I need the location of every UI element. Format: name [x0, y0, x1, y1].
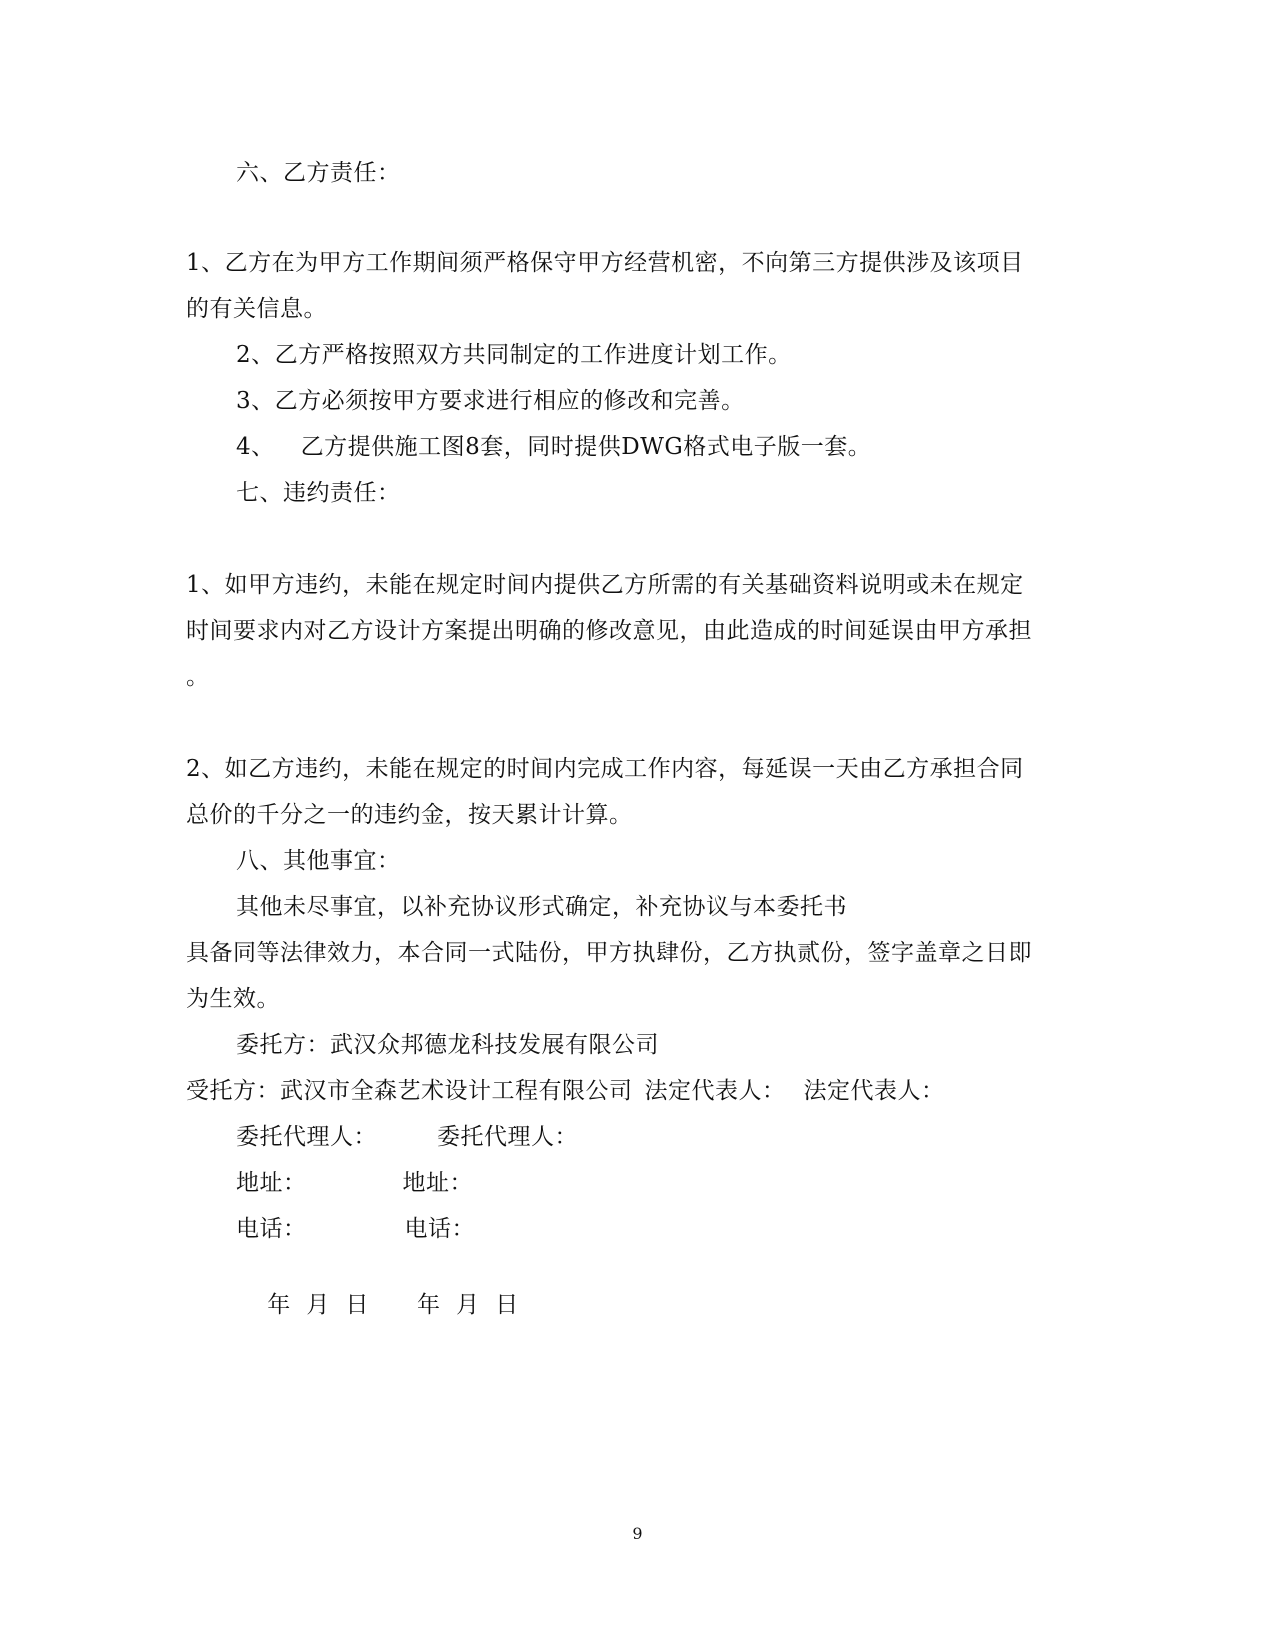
- address-row: [236, 1168, 473, 1198]
- date-row: [236, 1260, 519, 1350]
- phone-row: [236, 1214, 475, 1244]
- phone-b: 电话：: [404, 1216, 475, 1242]
- section-7-item-2-line-2: 总价的千分之一的违约金，按天累计计算。: [186, 802, 633, 828]
- agent-row: [236, 1122, 578, 1152]
- section-6-item-1-line-2: 的有关信息。: [186, 296, 327, 322]
- section-8-line-2: 具备同等法律效力，本合同一式陆份，甲方执肆份，乙方执贰份，签字盖章之日即: [186, 940, 1032, 966]
- section-8-line-1: 其他未尽事宜，以补充协议形式确定，补充协议与本委托书: [236, 894, 847, 920]
- legal-representative-b: 法定代表人：: [803, 1078, 945, 1104]
- page-number: 9: [632, 1524, 643, 1543]
- section-6-item-2: 2、乙方严格按照双方共同制定的工作进度计划工作。: [236, 342, 792, 368]
- contractor-party-row: [186, 1076, 945, 1106]
- legal-representative-a: 法定代表人：: [644, 1078, 786, 1104]
- address-a: 地址：: [236, 1170, 307, 1196]
- section-6-item-4-number: 4、: [236, 434, 275, 460]
- section-7-item-1-line-3: 。: [186, 664, 210, 690]
- section-7-item-1-line-1: 1、如甲方违约，未能在规定时间内提供乙方所需的有关基础资料说明或未在规定: [186, 572, 1024, 598]
- section-7-item-1-line-2: 时间要求内对乙方设计方案提出明确的修改意见，由此造成的时间延误由甲方承担: [186, 618, 1032, 644]
- section-6-heading: 六、乙方责任：: [236, 160, 401, 186]
- date-b: 年 月 日: [417, 1292, 519, 1318]
- section-6-item-4-text: 乙方提供施工图8套，同时提供DWG格式电子版一套。: [300, 434, 872, 460]
- agent-a: 委托代理人：: [236, 1124, 377, 1150]
- phone-a: 电话：: [236, 1216, 307, 1242]
- section-7-heading: 七、违约责任：: [236, 480, 401, 506]
- address-b: 地址：: [402, 1170, 473, 1196]
- section-6-item-4: [236, 432, 871, 462]
- date-a: 年 月 日: [267, 1292, 369, 1318]
- contractor-party: 受托方：武汉市全森艺术设计工程有限公司: [186, 1078, 633, 1104]
- section-6-item-3: 3、乙方必须按甲方要求进行相应的修改和完善。: [236, 388, 745, 414]
- section-6-item-1-line-1: 1、乙方在为甲方工作期间须严格保守甲方经营机密，不向第三方提供涉及该项目: [186, 250, 1024, 276]
- section-8-heading: 八、其他事宜：: [236, 848, 401, 874]
- section-7-item-2-line-1: 2、如乙方违约，未能在规定的时间内完成工作内容，每延误一天由乙方承担合同: [186, 756, 1024, 782]
- section-8-line-3: 为生效。: [186, 986, 280, 1012]
- client-party: 委托方：武汉众邦德龙科技发展有限公司: [236, 1032, 659, 1058]
- agent-b: 委托代理人：: [437, 1124, 578, 1150]
